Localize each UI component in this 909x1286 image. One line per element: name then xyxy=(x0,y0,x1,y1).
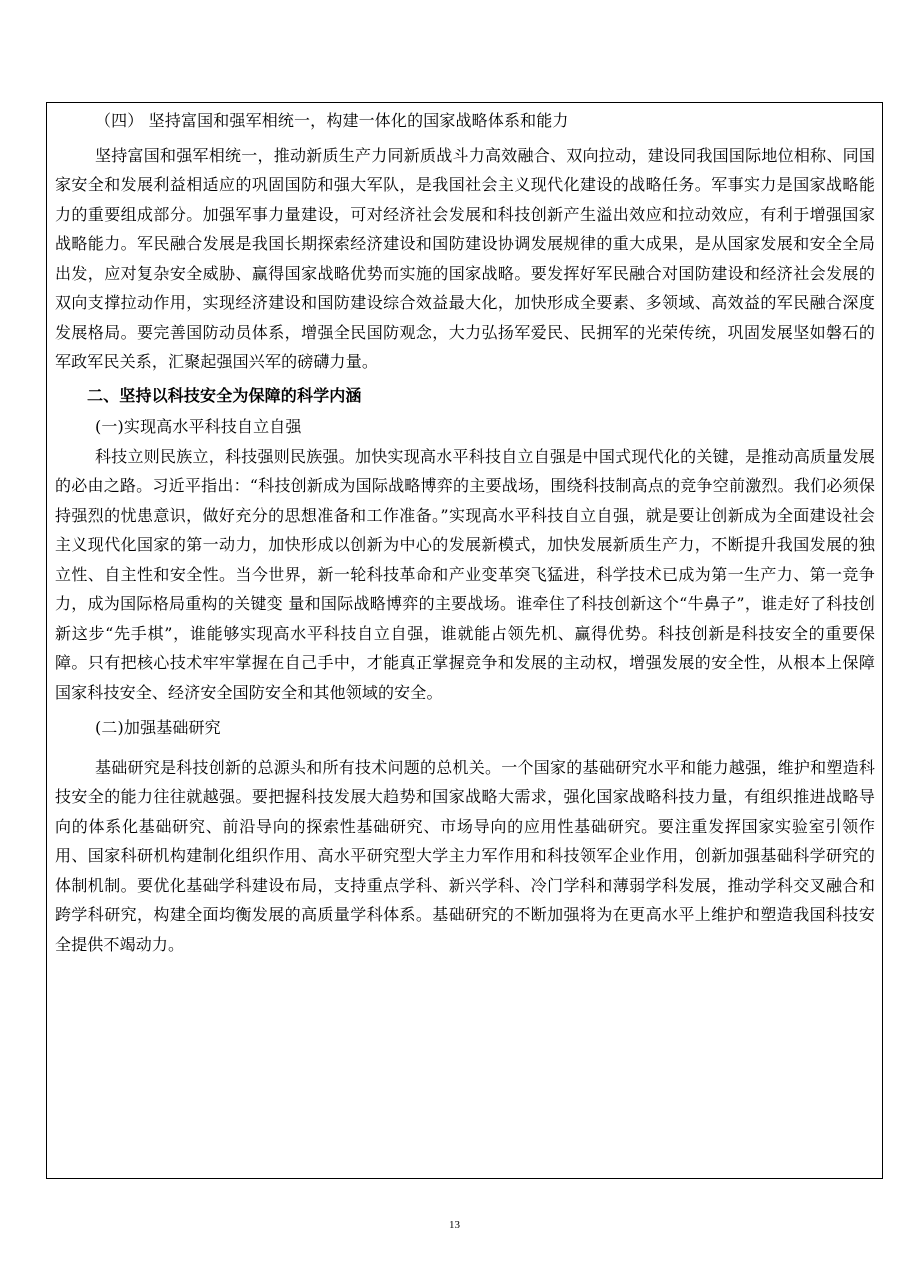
section-heading-tech-security: 二、坚持以科技安全为保障的科学内涵 xyxy=(87,385,362,405)
subsection-heading-self-reliance: (一)实现高水平科技自立自强 xyxy=(95,417,302,436)
paragraph-self-reliance: 科技立则民族立，科技强则民族强。加快实现高水平科技自立自强是中国式现代化的关键，是推动高质量发展的必由之路。习近平指出：“科技创新成为国际战略博弈的主要战场，围绕科技制高点的竞争空前激烈。我们必须保持强烈的忧患意识，做好充分的思想准备和工作准备。”实现高水平科技自立自强，就是要让创新成为全面建设社会主义现代化国家的第一动力，加快形成以创新为中心的发展新模式，加快发展新质生产力，不断提升我国发展的独立性、自主性和安全性。当今世界，新一轮科技革命和产业变革突飞猛进，科学技术已成为第一生产力、第一竞争力，成为国际格局重构的关键变 量和国际战略博弈的主要战场。谁牵住了科技创新这个“牛鼻子”，谁走好了科技创新这步“先手棋”，谁能够实现高水平科技自立自强，谁就能占领先机、赢得优势。科技创新是科技安全的重要保障。只有把核心技术牢牢掌握在自己手中，才能真正掌握竞争和发展的主动权，增强发展的安全性，从根本上保障国家科技安全、经济安全国防安全和其他领域的安全。 xyxy=(55,446,875,702)
document-body xyxy=(55,106,875,959)
page-number: 13 xyxy=(449,1219,460,1231)
subsection-heading-basic-research: (二)加强基础研究 xyxy=(95,718,221,737)
paragraph-rich-country-strong-military: 坚持富国和强军相统一，推动新质生产力同新质战斗力高效融合、双向拉动，建设同我国国际地位相称、同国家安全和发展利益相适应的巩固国防和强大军队，是我国社会主义现代化建设的战略任务。军事实力是国家战略能力的重要组成部分。加强军事力量建设，可对经济社会发展和科技创新产生溢出效应和拉动效应，有利于增强国家战略能力。军民融合发展是我国长期探索经济建设和国防建设协调发展规律的重大成果，是从国家发展和安全全局出发，应对复杂安全威胁、赢得国家战略优势而实施的国家战略。要发挥好军民融合对国防建设和经济社会发展的双向支撑拉动作用，实现经济建设和国防建设综合效益最大化，加快形成全要素、多领域、高效益的军民融合深度发展格局。要完善国防动员体系，增强全民国防观念，大力弘扬军爱民、民拥军的光荣传统，巩固发展坚如磐石的军政军民关系，汇聚起强国兴军的磅礴力量。 xyxy=(55,145,875,371)
paragraph-basic-research: 基础研究是科技创新的总源头和所有技术问题的总机关。一个国家的基础研究水平和能力越强，维护和塑造科技安全的能力往往就越强。要把握科技发展大趋势和国家战略大需求，强化国家战略科技力量，有组织推进战略导向的体系化基础研究、前沿导向的探索性基础研究、市场导向的应用性基础研究。要注重发挥国家实验室引领作用、国家科研机构建制化组织作用、高水平研究型大学主力军作用和科技领军企业作用，创新加强基础科学研究的体制机制。要优化基础学科建设布局，支持重点学科、新兴学科、冷门学科和薄弱学科发展，推动学科交叉融合和跨学科研究，构建全面均衡发展的高质量学科体系。基础研究的不断加强将为在更高水平上维护和塑造我国科技安全提供不竭动力。 xyxy=(55,757,875,954)
subsection-heading-four: （四） 坚持富国和强军相统一，构建一体化的国家战略体系和能力 xyxy=(95,111,569,130)
